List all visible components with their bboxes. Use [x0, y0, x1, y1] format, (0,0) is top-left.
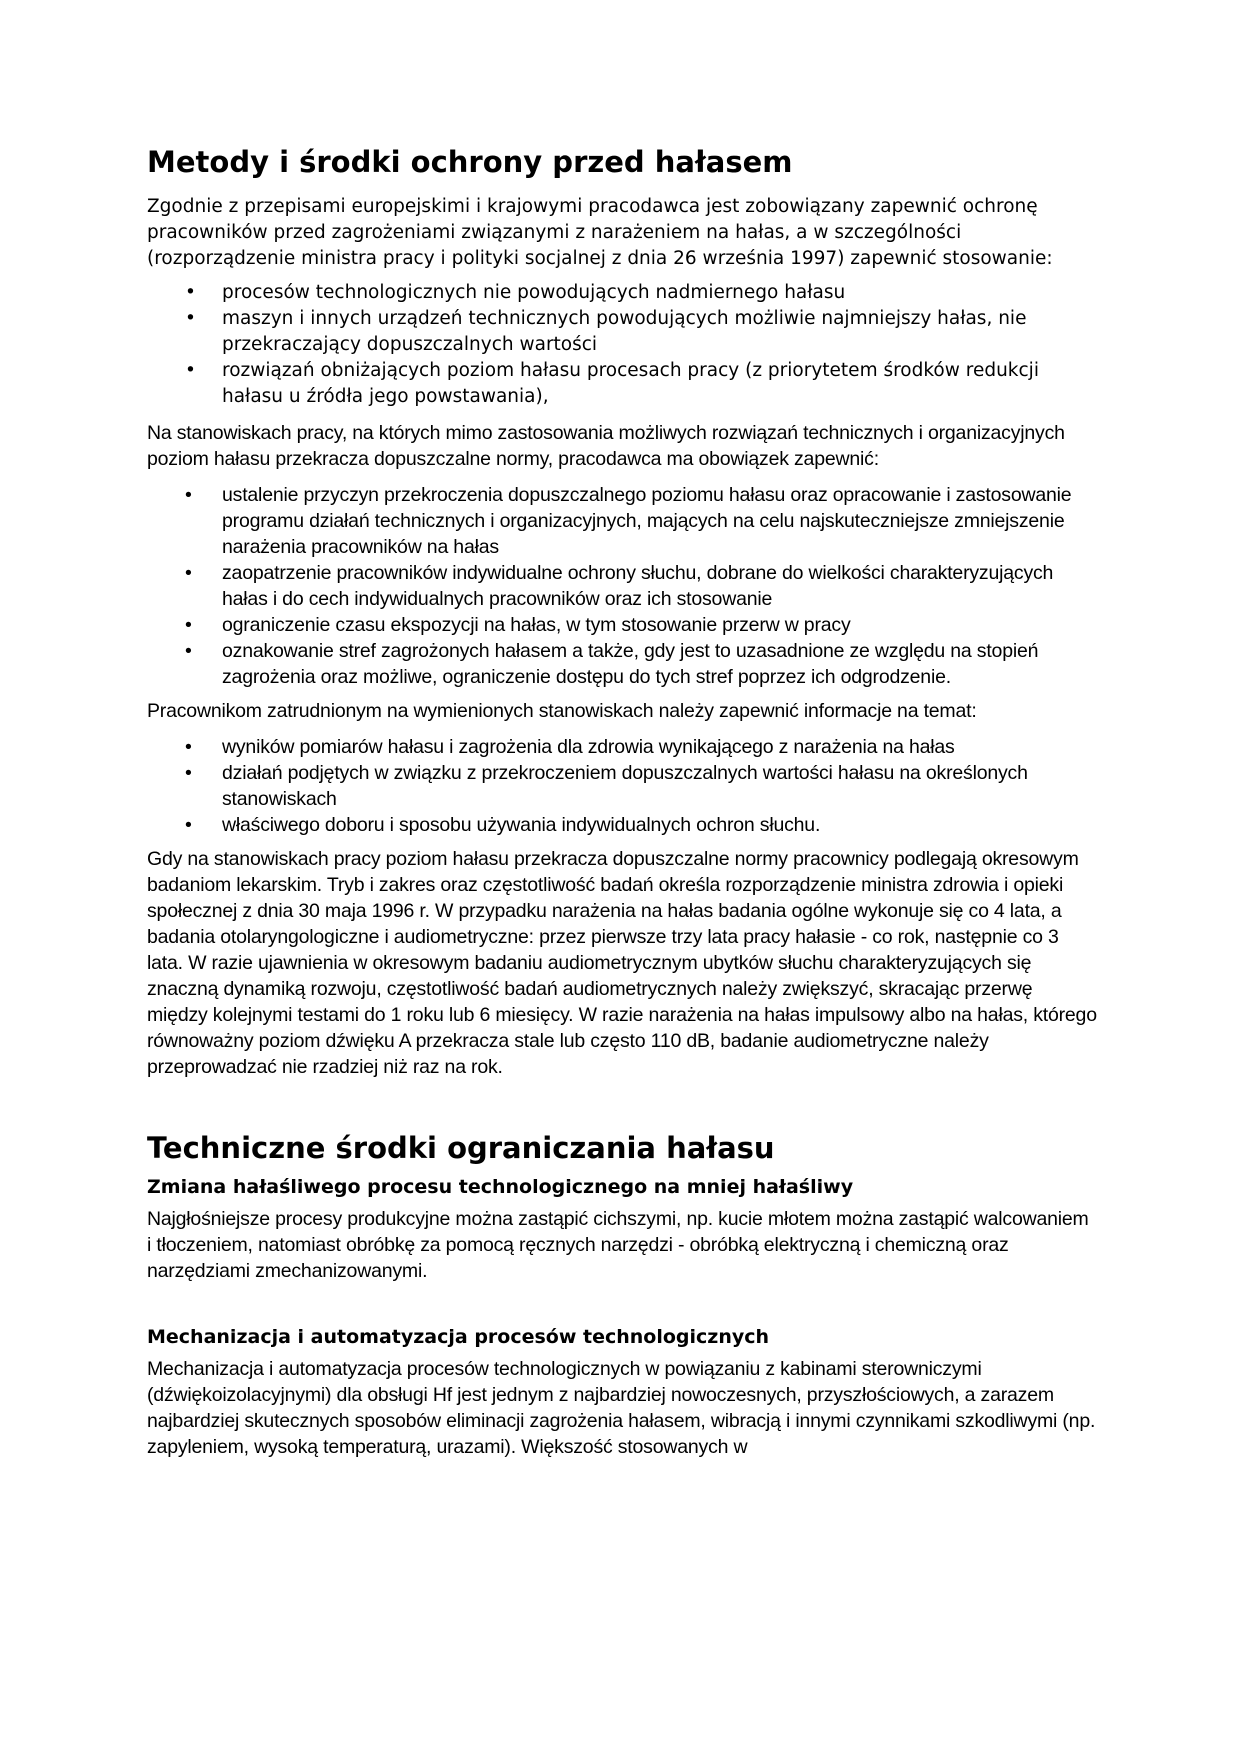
list-employer-obligations [147, 482, 1097, 690]
list-worker-information [147, 734, 1097, 838]
bullet-icon: • [185, 282, 196, 303]
list-item: • ograniczenie czasu ekspozycji na hałas, w tym stosowanie przerw w pracy [185, 614, 851, 636]
list-item: • właściwego doboru i sposobu używania indywidualnych ochron słuchu. [185, 814, 821, 836]
bullet-icon: • [185, 308, 196, 329]
bullet-icon: • [185, 562, 192, 584]
bullet-icon: • [185, 360, 196, 381]
bullet-icon: • [185, 762, 192, 784]
subheading-mechanization: Mechanizacja i automatyzacja procesów technologicznych [147, 1326, 770, 1348]
bullet-icon: • [185, 614, 192, 636]
intro-paragraph: Zgodnie z przepisami europejskimi i krajowymi pracodawca jest zobowiązany zapewnić ochronę pracowników przed zagrożeniami związanymi z narażeniem na hałas, a w szczególności (rozporządzenie ministra pracy i polityki socjalnej z dnia 26 września 1997) zapewnić stosowanie: [147, 196, 1053, 269]
list-item: • ustalenie przyczyn przekroczenia dopuszczalnego poziomu hałasu oraz opracowanie i zastosowanie programu działań technicznych i organizacyjnych, mających na celu najskuteczniejsze zmniejszenie narażenia pracowników na hałas [185, 484, 1072, 558]
employer-obligations-paragraph: Na stanowiskach pracy, na których mimo zastosowania możliwych rozwiązań technicznych i organizacyjnych poziom hałasu przekracza dopuszczalne normy, pracodawca ma obowiązek zapewnić: [147, 422, 1065, 470]
medical-examinations-paragraph: Gdy na stanowiskach pracy poziom hałasu przekracza dopuszczalne normy pracownicy podlegają okresowym badaniom lekarskim. Tryb i zakres oraz częstotliwość badań określa rozporządzenie ministra zdrowia i opieki społecznej z dnia 30 maja 1996 r. W przypadku narażenia na hałas badania ogólne wykonuje się co 4 lata, a badania otolaryngologiczne i audiometryczne: przez pierwsze trzy lata pracy hałasie - co rok, następnie co 3 lata. W razie ujawnienia w okresowym badaniu audiometrycznym ubytków słuchu charakteryzujących się znaczną dynamiką rozwoju, częstotliwość badań audiometrycznych należy zwiększyć, skracając przerwę między kolejnymi testami do 1 roku lub 6 miesięcy. W razie narażenia na hałas impulsowy albo na hałas, którego równoważny poziom dźwięku A przekracza stale lub często 110 dB, badanie audiometryczne należy przeprowadzać nie rzadziej niż raz na rok. [147, 848, 1097, 1078]
list-item: • działań podjętych w związku z przekroczeniem dopuszczalnych wartości hałasu na określonych stanowiskach [185, 762, 1028, 810]
list-item: • wyników pomiarów hałasu i zagrożenia dla zdrowia wynikającego z narażenia na hałas [185, 736, 955, 758]
heading-section-1: Metody i środki ochrony przed hałasem [147, 145, 793, 179]
bullet-icon: • [185, 484, 192, 506]
list-item: • rozwiązań obniżających poziom hałasu procesach pracy (z priorytetem środków redukcji hałasu u źródła jego powstawania), [185, 360, 1039, 407]
bullet-icon: • [185, 814, 192, 836]
list-item: • oznakowanie stref zagrożonych hałasem a także, gdy jest to uzasadnione ze względu na stopień zagrożenia oraz możliwe, ograniczenie dostępu do tych stref poprzez ich odgrodzenie. [185, 640, 1039, 688]
bullet-icon: • [185, 736, 192, 758]
bullet-icon: • [185, 640, 192, 662]
process-change-paragraph: Najgłośniejsze procesy produkcyjne można zastąpić cichszymi, np. kucie młotem można zastąpić walcowaniem i tłoczeniem, natomiast obróbkę za pomocą ręcznych narzędzi - obróbką elektryczną i chemiczną oraz narzędziami zmechanizowanymi. [147, 1208, 1089, 1282]
list-item: • procesów technologicznych nie powodujących nadmiernego hałasu [147, 280, 1097, 306]
list-required-measures [147, 280, 1097, 410]
worker-information-paragraph: Pracownikom zatrudnionym na wymienionych stanowiskach należy zapewnić informacje na temat: [147, 700, 977, 722]
mechanization-paragraph: Mechanizacja i automatyzacja procesów technologicznych w powiązaniu z kabinami sterowniczymi (dźwiękoizolacyjnymi) dla obsługi Hf jest jednym z najbardziej nowoczesnych, przyszłościowych, a zarazem najbardziej skutecznych sposobów eliminacji zagrożenia hałasem, wibracją i innymi czynnikami szkodliwymi (np. zapyleniem, wysoką temperaturą, urazami). Większość stosowanych w [147, 1358, 1096, 1458]
list-item: • maszyn i innych urządzeń technicznych powodujących możliwie najmniejszy hałas, nie przekraczający dopuszczalnych wartości [185, 308, 1027, 355]
heading-section-2: Techniczne środki ograniczania hałasu [147, 1131, 775, 1165]
list-item: • zaopatrzenie pracowników indywidualne ochrony słuchu, dobrane do wielkości charakteryzujących hałas i do cech indywidualnych pracowników oraz ich stosowanie [185, 562, 1054, 610]
subheading-process-change: Zmiana hałaśliwego procesu technologicznego na mniej hałaśliwy [147, 1176, 854, 1198]
document-page [147, 140, 1097, 1460]
